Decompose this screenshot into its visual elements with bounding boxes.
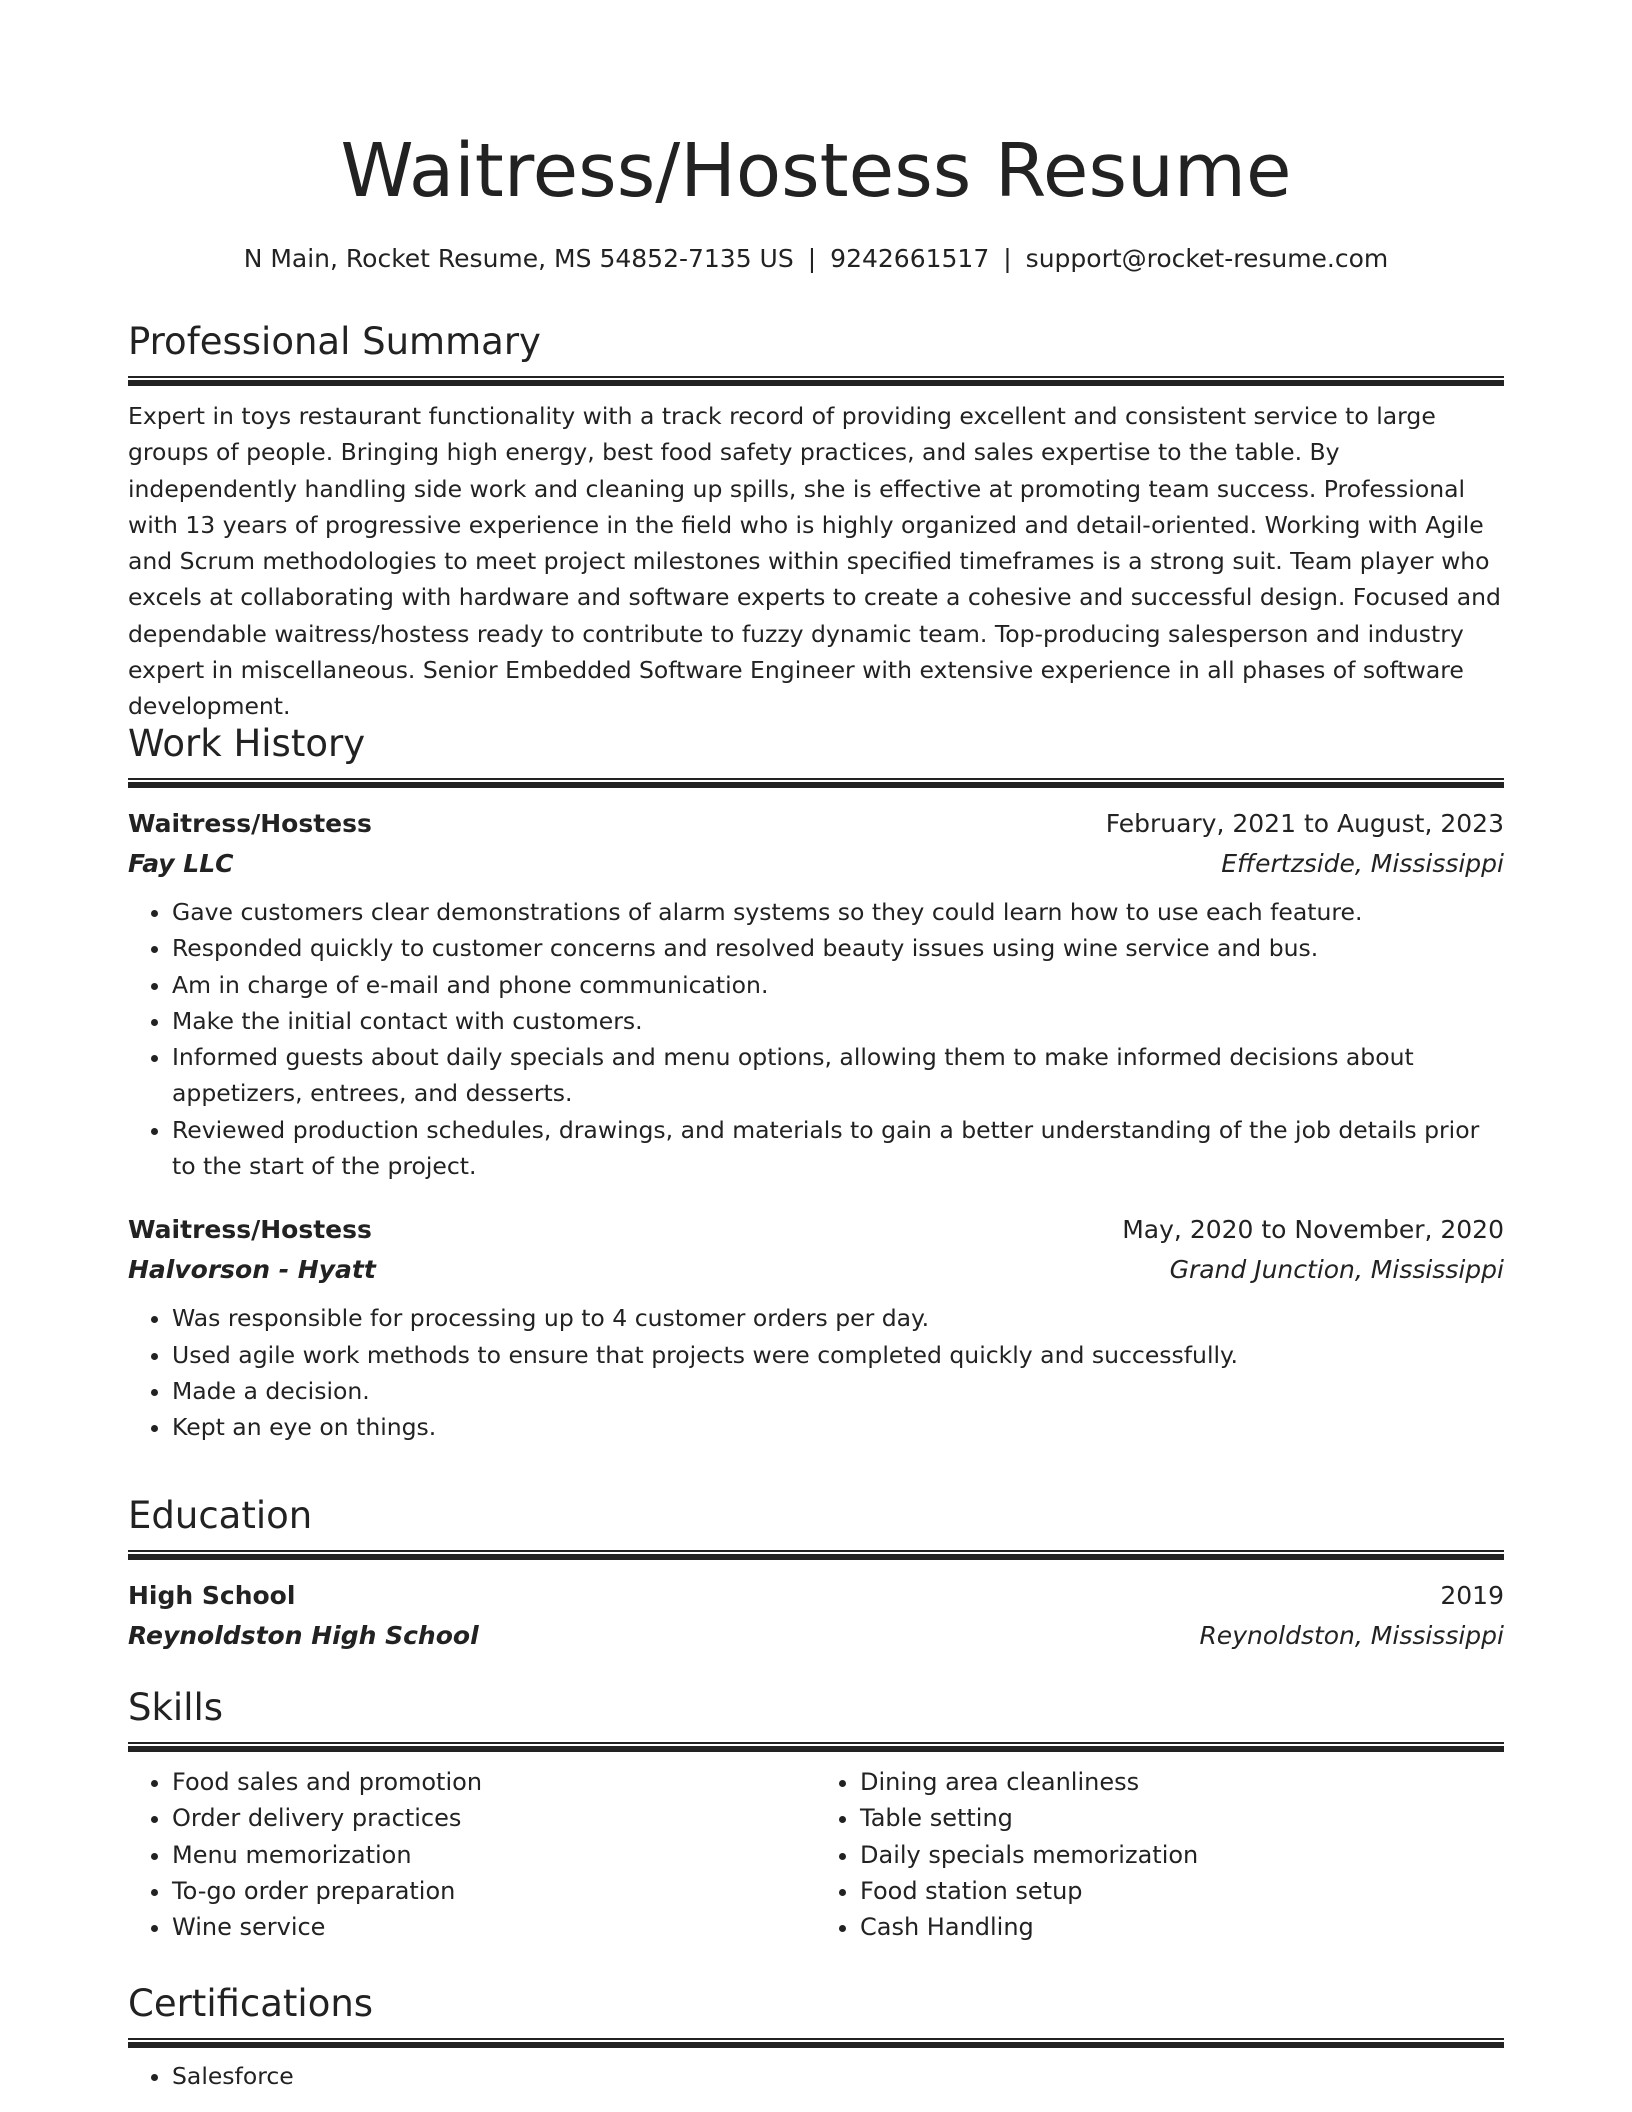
job-entry [128,1210,1504,1445]
section-divider [128,1742,1504,1752]
list-item: • Responded quickly to customer concerns and resolved beauty issues using wine service and bus. [172,930,1504,966]
education-year: 2019 [1440,1581,1504,1610]
section-heading-certifications: Certifications [128,1982,374,2025]
list-item: • Reviewed production schedules, drawings, and materials to gain a better understanding of the job details prior to the start of the project. [172,1112,1504,1185]
job-bullets [128,894,1504,1184]
job-header-row [128,804,1504,844]
section-divider [128,376,1504,386]
job-header-row [128,1210,1504,1250]
section-heading-education: Education [128,1494,313,1537]
education-location: Reynoldston, Mississippi [1199,1621,1504,1650]
list-item: • Gave customers clear demonstrations of alarm systems so they could learn how to use each feature. [172,894,1504,930]
education-header-row [128,1576,1504,1616]
certifications-section [128,1980,1504,2094]
list-item: • Salesforce [172,2058,1504,2094]
section-divider [128,778,1504,788]
section-divider [128,2038,1504,2048]
job-entry [128,804,1504,1184]
skills-columns [128,1764,1504,1945]
job-company: Fay LLC [128,849,234,878]
job-location: Grand Junction, Mississippi [1169,1255,1504,1285]
contact-email: support@rocket-resume.com [1025,244,1389,273]
job-location: Effertzside, Mississippi [1221,849,1504,878]
resume-title: Waitress/Hostess Resume [340,128,1292,214]
contact-line [128,242,1504,276]
job-company: Halvorson - Hyatt [128,1255,376,1285]
list-item: • Daily specials memorization [860,1837,1504,1873]
list-item: • To-go order preparation [172,1873,816,1909]
job-company-row [128,844,1504,884]
section-divider [128,1550,1504,1560]
list-item: • Order delivery practices [172,1800,816,1836]
job-title: Waitress/Hostess [128,1215,372,1245]
list-item: • Menu memorization [172,1837,816,1873]
work-history-section [128,720,1504,1446]
list-item: • Kept an eye on things. [172,1409,1504,1445]
education-section [128,1492,1504,1656]
education-school-row [128,1616,1504,1656]
section-heading-summary: Professional Summary [128,320,541,363]
job-title: Waitress/Hostess [128,809,372,838]
list-item: • Cash Handling [860,1909,1504,1945]
contact-separator: | [807,244,817,273]
summary-text: Expert in toys restaurant functionality with a track record of providing excellent and consistent service to large groups of people. Bringing high energy, best food safety practices, and sales expertise to the table. By independently handling side work and cleaning up spills, she is effective at promoting team success. Professional with 13 years of progressive experience in the field who is highly organized and detail-oriented. Working with Agile and Scrum methodologies to meet project milestones within specified timeframes is a strong suit. Team player who excels at collaborating with hardware and software experts to create a cohesive and successful design. Focused and dependable waitress/hostess ready to contribute to fuzzy dynamic team. Top-producing salesperson and industry expert in miscellaneous. Senior Embedded Software Engineer with extensive experience in all phases of software development. [128,402,1501,721]
job-dates: February, 2021 to August, 2023 [1105,809,1504,838]
skills-section [128,1684,1504,1945]
list-item: • Dining area cleanliness [860,1764,1504,1800]
summary-section [128,318,1504,725]
list-item: • Food station setup [860,1873,1504,1909]
list-item: • Informed guests about daily specials and menu options, allowing them to make informed decisions about appetizers, entrees, and desserts. [172,1039,1504,1112]
list-item: • Table setting [860,1800,1504,1836]
contact-phone: 9242661517 [830,244,990,273]
list-item: • Make the initial contact with customers. [172,1003,1504,1039]
section-heading-work-history: Work History [128,722,366,765]
job-bullets [128,1300,1504,1445]
list-item: • Am in charge of e-mail and phone communication. [172,967,1504,1003]
certifications-list [128,2058,1504,2094]
list-item: • Made a decision. [172,1373,1504,1409]
skills-list-right [816,1764,1504,1945]
job-dates: May, 2020 to November, 2020 [1122,1215,1504,1245]
list-item: • Food sales and promotion [172,1764,816,1800]
list-item: • Wine service [172,1909,816,1945]
section-heading-skills: Skills [128,1686,224,1729]
education-degree: High School [128,1581,296,1610]
list-item: • Was responsible for processing up to 4 customer orders per day. [172,1300,1504,1336]
education-school: Reynoldston High School [128,1621,479,1650]
list-item: • Used agile work methods to ensure that projects were completed quickly and successfully. [172,1337,1504,1373]
contact-address: N Main, Rocket Resume, MS 54852-7135 US [243,244,794,273]
contact-separator: | [1003,244,1012,273]
skills-list-left [128,1764,816,1945]
job-company-row [128,1250,1504,1290]
